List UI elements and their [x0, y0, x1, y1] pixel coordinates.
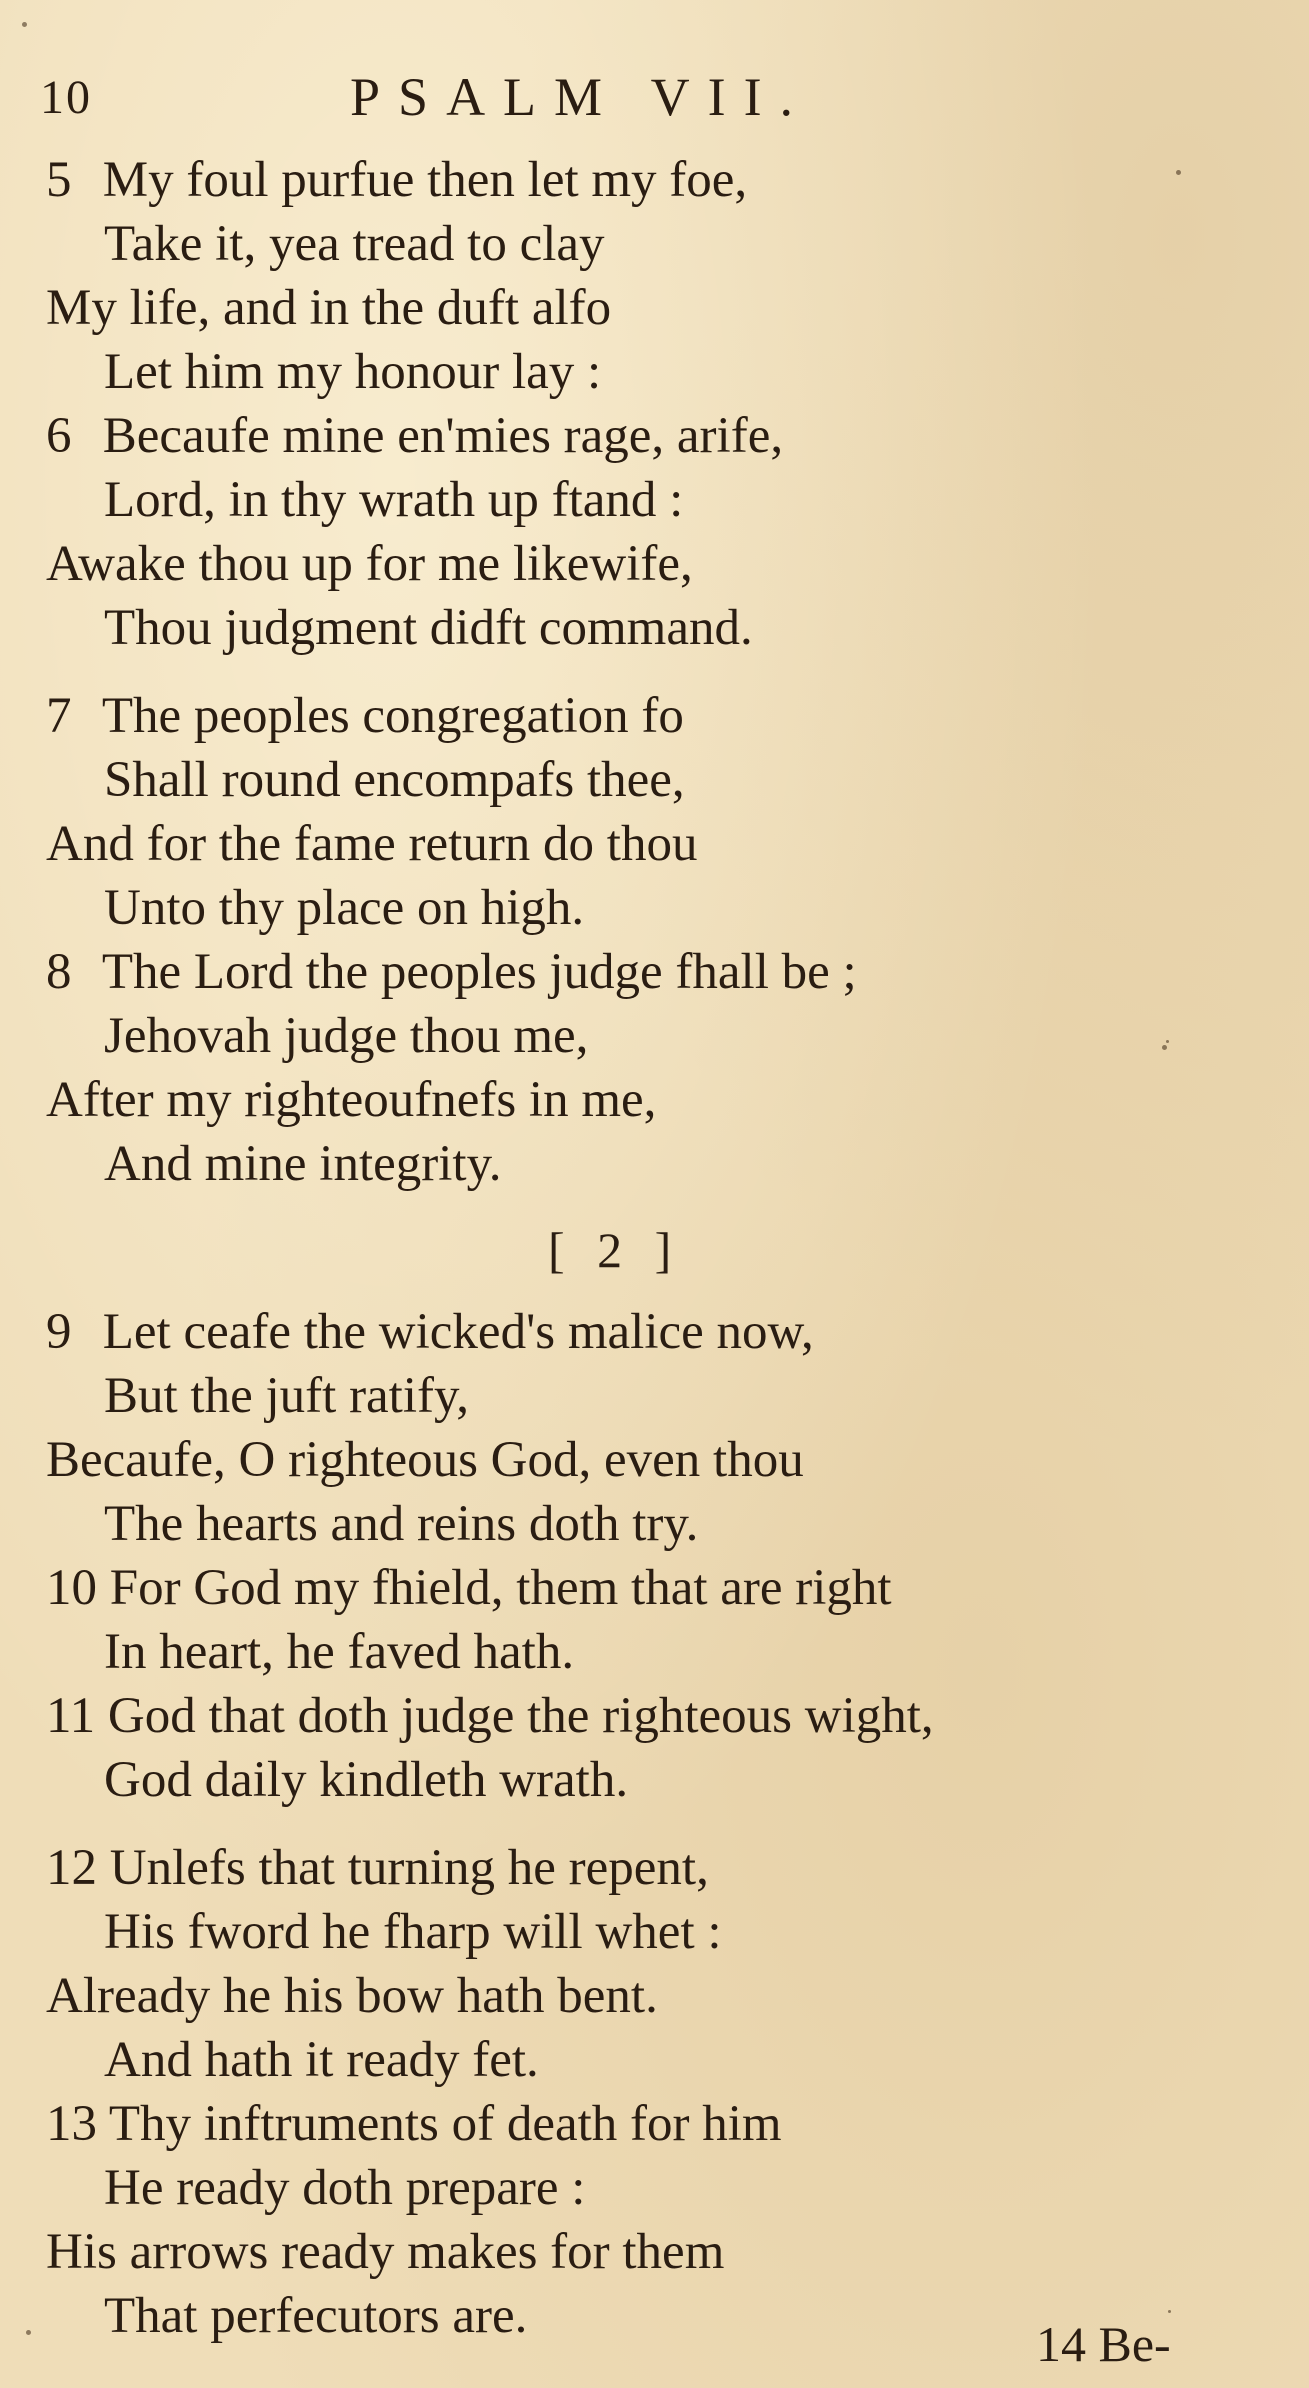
verse-line-text: Thy inftruments of death for him: [108, 2096, 782, 2152]
psalm-text: [38, 148, 1238, 2348]
verse-line-text: Unlefs that turning he repent,: [109, 1840, 709, 1896]
verse-line: In heart, he faved hath.: [104, 1624, 575, 1680]
verse-5: [38, 148, 1238, 404]
verse-number: 12: [46, 1840, 97, 1896]
verse-12: [38, 1836, 1238, 2092]
verse-line: Shall round encompafs thee,: [104, 752, 685, 808]
verse-number: 8: [46, 944, 72, 1000]
verse-line: [38, 1556, 1238, 1620]
verse-line: Awake thou up for me likewife,: [46, 536, 693, 592]
verse-line: Already he his bow hath bent.: [46, 1968, 658, 2024]
verse-line: [38, 404, 1238, 468]
verse-11: [38, 1684, 1238, 1812]
verse-line-text: Let ceafe the wicked's malice now,: [102, 1304, 814, 1360]
verse-number: 9: [46, 1304, 72, 1360]
paper-speck: [22, 22, 27, 27]
verse-line: My life, and in the duft alfo: [46, 280, 612, 336]
verse-line: Thou judgment didft command.: [104, 600, 753, 656]
verse-10: [38, 1556, 1238, 1684]
verse-line: Let him my honour lay :: [104, 344, 602, 400]
verse-line: God daily kindleth wrath.: [104, 1752, 629, 1808]
verse-line: [38, 2092, 1238, 2156]
verse-number: 7: [46, 688, 72, 744]
verse-line: [38, 148, 1238, 212]
verse-line: But the juft ratify,: [104, 1368, 469, 1424]
verse-line: [38, 1300, 1238, 1364]
verse-line-text: Becaufe mine en'mies rage, arife,: [102, 408, 784, 464]
verse-line: His fword he fharp will whet :: [104, 1904, 722, 1960]
verse-line: Lord, in thy wrath up ftand :: [104, 472, 684, 528]
paper-speck: [1166, 1040, 1169, 1043]
verse-line: Becaufe, O righteous God, even thou: [46, 1432, 804, 1488]
verse-line: Unto thy place on high.: [104, 880, 585, 936]
verse-line: [38, 1836, 1238, 1900]
verse-line: [38, 1684, 1238, 1748]
paper-speck: [26, 2330, 31, 2335]
verse-line: And mine integrity.: [104, 1136, 502, 1192]
paper-speck: [1168, 2310, 1171, 2313]
verse-line: The hearts and reins doth try.: [104, 1496, 699, 1552]
verse-8: [38, 940, 1238, 1196]
paper-speck: [1176, 170, 1181, 175]
page-number: 10: [40, 71, 92, 124]
verse-number: 11: [46, 1688, 96, 1744]
verse-line: Take it, yea tread to clay: [104, 216, 605, 272]
verse-line: [38, 940, 1238, 1004]
verse-line: His arrows ready makes for them: [46, 2224, 725, 2280]
catchword: 14 Be-: [1036, 2316, 1171, 2372]
verse-line-text: God that doth judge the righteous wight,: [107, 1688, 934, 1744]
running-head: PSALM VII.: [350, 67, 812, 127]
verse-line: Jehovah judge thou me,: [104, 1008, 589, 1064]
verse-line-text: The Lord the peoples judge fhall be ;: [101, 944, 857, 1000]
verse-number: 13: [46, 2096, 97, 2152]
verse-line-text: For God my fhield, them that are right: [109, 1560, 892, 1616]
paper-speck: [1162, 1045, 1167, 1050]
page-header: [40, 62, 900, 132]
verse-line: And hath it ready fet.: [104, 2032, 539, 2088]
verse-line-text: My foul purfue then let my foe,: [102, 152, 748, 208]
verse-9: [38, 1300, 1238, 1556]
verse-number: 6: [46, 408, 72, 464]
verse-7: [38, 684, 1238, 940]
verse-line-text: The peoples congregation fo: [101, 688, 684, 744]
verse-line: He ready doth prepare :: [104, 2160, 586, 2216]
verse-13: [38, 2092, 1238, 2348]
verse-line: After my righteoufnefs in me,: [46, 1072, 657, 1128]
section-marker: [ 2 ]: [548, 1222, 682, 1278]
verse-line: That perfecutors are.: [104, 2288, 528, 2344]
verse-6: [38, 404, 1238, 660]
verse-number: 5: [46, 152, 72, 208]
verse-line: [38, 684, 1238, 748]
verse-line: And for the fame return do thou: [46, 816, 698, 872]
verse-number: 10: [46, 1560, 97, 1616]
